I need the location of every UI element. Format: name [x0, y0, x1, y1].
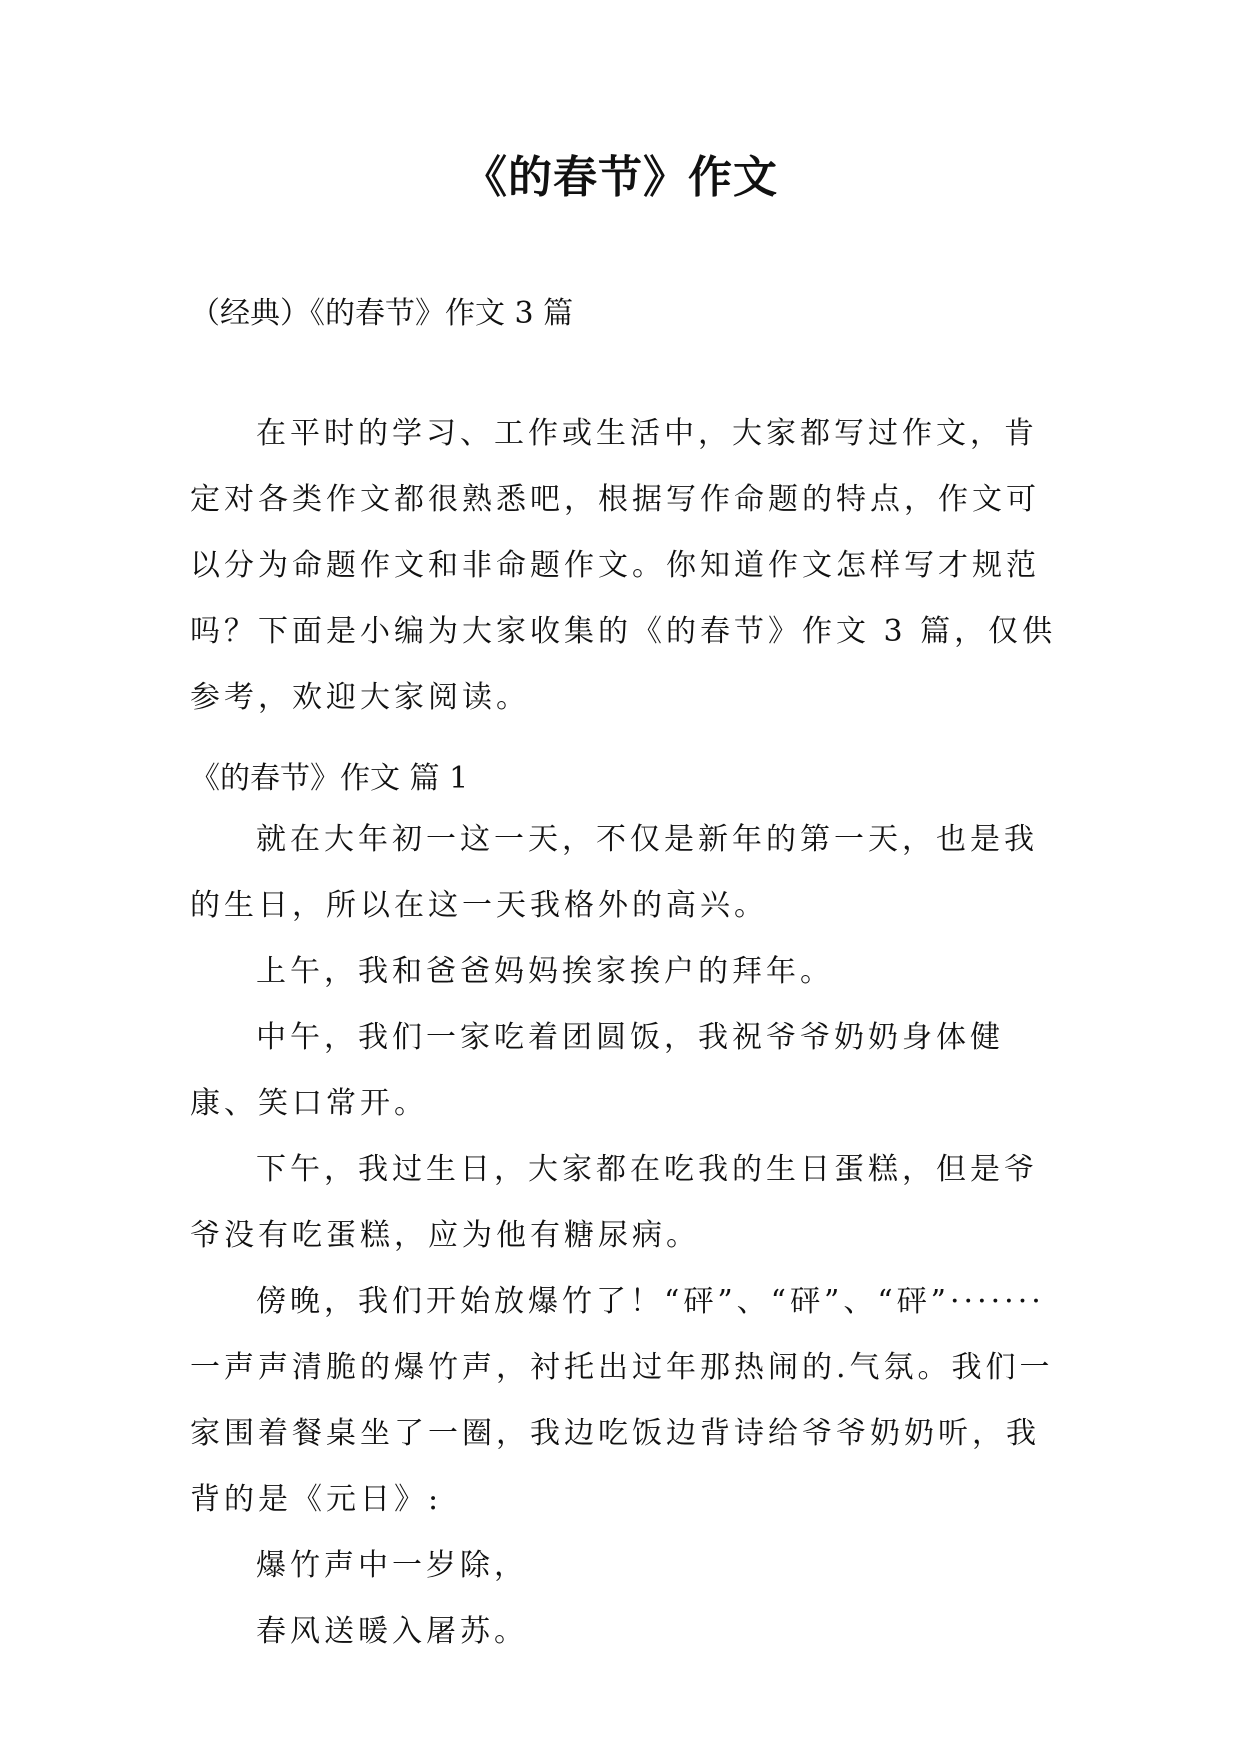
intro-text-block: [190, 401, 1060, 731]
essay-heading: 《的春节》作文 篇 1: [190, 761, 469, 796]
document-subtitle: （经典）《的春节》作文 3 篇: [190, 296, 574, 331]
poem-line-2: 春风送暖入屠苏。: [256, 1614, 528, 1649]
essay-paragraph-1: 就在大年初一这一天，不仅是新年的第一天，也是我的生日，所以在这一天我格外的高兴。: [190, 822, 1038, 923]
essay-paragraph-2: 上午，我和爸爸妈妈挨家挨户的拜年。: [256, 954, 834, 989]
intro-paragraph: 在平时的学习、工作或生活中，大家都写过作文，肯定对各类作文都很熟悉吧，根据写作命题的特点，作文可以分为命题作文和非命题作文。你知道作文怎样写才规范吗？下面是小编为大家收集的《的春节》作文 3 篇，仅供参考，欢迎大家阅读。: [190, 416, 1057, 715]
essay-body: [190, 807, 1060, 1665]
essay-paragraph-3: 中午，我们一家吃着团圆饭，我祝爷爷奶奶身体健康、笑口常开。: [190, 1020, 1004, 1121]
document-title: 《的春节》作文: [463, 152, 778, 203]
poem-line-1: 爆竹声中一岁除，: [256, 1548, 528, 1583]
essay-paragraph-4: 下午，我过生日，大家都在吃我的生日蛋糕，但是爷爷没有吃蛋糕，应为他有糖尿病。: [190, 1152, 1038, 1253]
essay-paragraph-5: 傍晚，我们开始放爆竹了！“砰”、“砰”、“砰”·······一声声清脆的爆竹声，衬托出过年那热闹的.气氛。我们一家围着餐桌坐了一圈，我边吃饭边背诗给爷爷奶奶听，我背的是《元日》:: [190, 1284, 1054, 1517]
